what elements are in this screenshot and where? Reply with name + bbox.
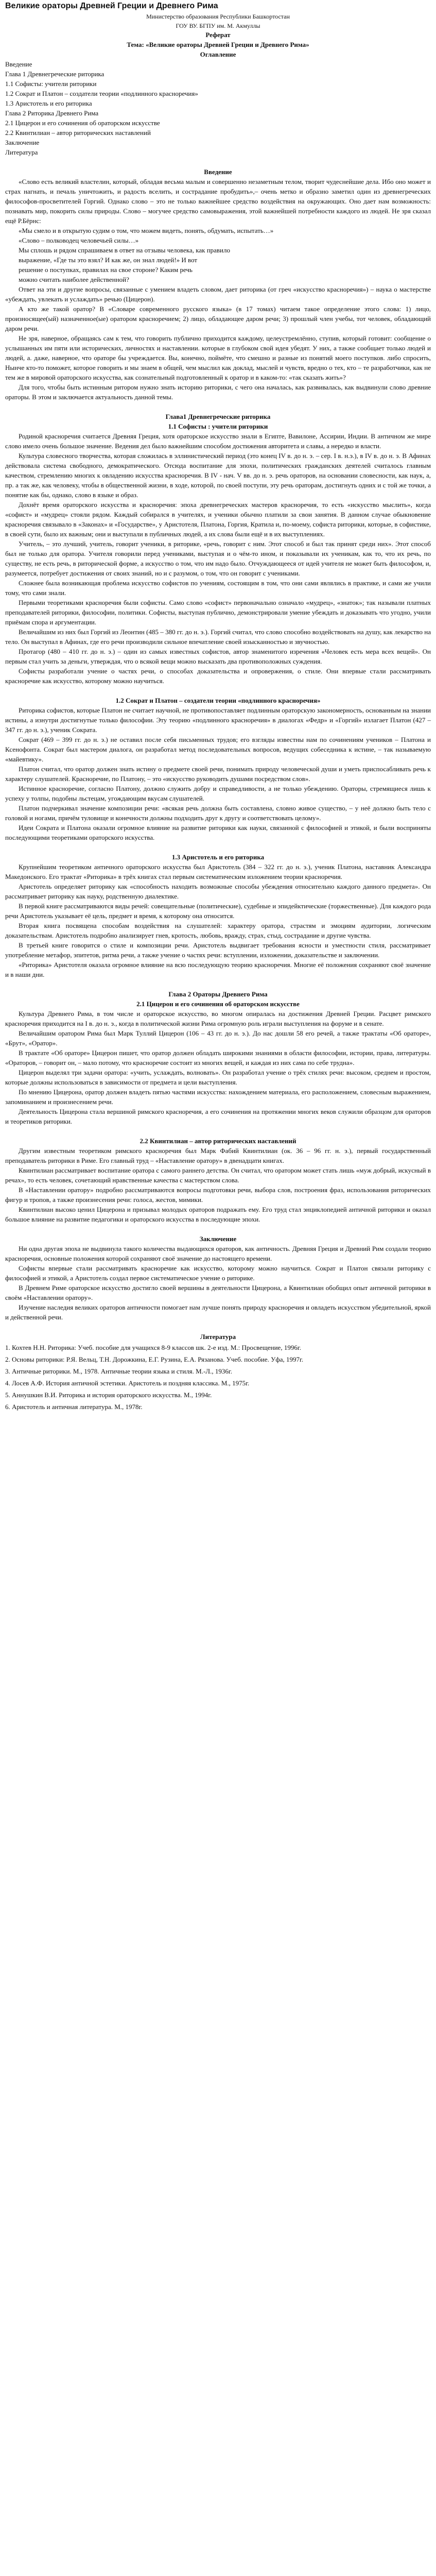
paragraph: А кто же такой оратор? В «Словаре современного русского языка» (в 17 томах) читаем такое определение этого слова: 1) лицо, произносящее(ый) назначенное(ые) оратором красноречием; 2) лицо, обладающее даром речи; 3) прошлый член учебы, тот человек, обладающий даром речи.: [5, 305, 431, 332]
literature-item: 4. Лосев А.Ф. История античной эстетики. Аристотель и поздняя классика. М., 1975г.: [5, 1379, 250, 1387]
paragraph: В первой книге рассматриваются виды речей: совещательные (политические), судебные и эпидейктические (торжественные). Для каждого рода речи Аристотель указывает её цель, предмет и время, к которому она относится.: [5, 902, 431, 920]
toc-heading: Оглавление: [200, 50, 236, 58]
conclusion-heading: Заключение: [199, 1235, 237, 1243]
paragraph: Дохнёт время ораторского искусства и красноречия: эпоха древнегреческих мастеров красноречия, то есть «искусство мыслить», когда «софист» и «мудрец» стояли рядом. Каждый собирался в учителях, и ученики обычно платили за свои занятия. В данном случае обыкновение красноречия связывало в «Законах» и «Государстве», у Аристотеля, Платона, Горгия, Кратила и, по-моему, софиста риторики, которые, в софистике, в своей сути, было их важным; они и выступали в публичных людей, а их слова были ещё и в их выступлениях.: [5, 501, 431, 538]
paragraph: Квинтилиан рассматривает воспитание оратора с самого раннего детства. Он считал, что оратором может стать лишь «муж добрый, искусный в речах», то есть человек, сочетающий нравственные качества с мастерством слова.: [5, 1166, 431, 1184]
literature-item: 6. Аристотель и античная литература. М., 1978г.: [5, 1403, 143, 1411]
paragraph: Другим известным теоретиком римского красноречия был Марк Фабий Квинтилиан (ок. 36 – 96 гг. н. э.), первый государственный преподаватель риторики в Риме. Его главный труд – «Наставление оратору» в двенадцати книгах.: [5, 1147, 431, 1164]
paragraph: В трактате «Об ораторе» Цицерон пишет, что оратор должен обладать широкими знаниями в области философии, истории, права, литературы. «Ораторов, – говорит он, – мало потому, что красноречие состоит из многих вещей, и каждая из них сама по себе трудна».: [5, 1049, 431, 1066]
paragraph: Величайшим из них был Горгий из Леонтин (485 – 380 гг. до н. э.). Горгий считал, что слово способно воздействовать на душу, как лекарство на тело. Он выступал в Афинах, где его речи производили сильное впечатление своей изысканностью и звучностью.: [5, 628, 431, 646]
quote-line: Мы сплошь и рядом спрашиваем в ответ на отзывы человека, как правило: [19, 246, 231, 254]
paragraph: Деятельность Цицерона стала вершиной римского красноречия, а его сочинения на протяжении многих веков служили образцом для ораторов и теоретиков риторики.: [5, 1108, 431, 1125]
quote-line: решение о поступках, правилах на свое стороне? Каким речь: [19, 266, 193, 274]
document-title: Великие ораторы Древней Греции и Древнего Рима: [5, 2, 218, 10]
paragraph: Крупнейшим теоретиком античного ораторского искусства был Аристотель (384 – 322 гг. до н. э.), ученик Платона, наставник Александра Македонского. Его трактат «Риторика» в трёх книгах стал первым систематическим изложением теории красноречия.: [5, 863, 431, 880]
toc-item: 2.1 Цицерон и его сочинения об ораторском искусстве: [5, 119, 160, 127]
paragraph: Идеи Сократа и Платона оказали огромное влияние на развитие риторики как науки, связанной с философией и этикой, и были восприняты последующими теоретиками ораторского искусства.: [5, 824, 431, 841]
paragraph: Величайшим оратором Рима был Марк Туллий Цицерон (106 – 43 гг. до н. э.). До нас дошли 58 его речей, а также трактаты «Об ораторе», «Брут», «Оратор».: [5, 1029, 431, 1047]
quote-line: можно считать наиболее действенной?: [19, 276, 129, 283]
paragraph: Платон подчеркивал значение композиции речи: «всякая речь должна быть составлена, словно живое существо, – у неё должно быть тело с головой и ногами, причём туловище и конечности должны подходить друг к другу и соответствовать целому».: [5, 804, 431, 822]
paragraph: «Риторика» Аристотеля оказала огромное влияние на всю последующую теорию красноречия. Многие её положения сохраняют своё значение и в наши дни.: [5, 961, 431, 978]
paragraph: «Мы смело и в открытую судим о том, что можем видеть, понять, обдумать, испытать…»: [19, 227, 274, 234]
literature-item: 3. Античные риторики. М., 1978. Античные теории языка и стиля. М.-Л., 1936г.: [5, 1367, 232, 1375]
toc-item: Литература: [5, 148, 38, 156]
paragraph: Риторика софистов, которые Платон не считает научной, не противопоставляет подлинным ораторскую закономерность, основанным на знании истины, а изнутри достигнутые только философии. Эту теорию «подлинного красноречия» в диалогах «Федр» и «Горгий» излагает Платон (427 – 347 гг. до н. э.), ученик Сократа.: [5, 706, 431, 734]
paragraph: Софисты впервые стали рассматривать красноречие как искусство, которому можно научиться. Сократ и Платон связали риторику с философией и этикой, а Аристотель создал первое систематическое учение о риторике.: [5, 1264, 431, 1282]
section-heading: 2.1 Цицерон и его сочинения об ораторском искусстве: [136, 1000, 300, 1008]
paragraph: Ни одна другая эпоха не выдвинула такого количества выдающихся ораторов, как античность. Древняя Греция и Древний Рим создали теорию красноречия, основные положения которой сохраняют своё значение до настоящего времени.: [5, 1245, 431, 1262]
literature-item: 2. Основы риторики: Р.Я. Вельц, Т.Н. Дорожкина, Е.Г. Рузина, Е.А. Рязанова. Учеб. пособие. Уфа, 1997г.: [5, 1355, 304, 1363]
section-heading: 2.2 Квинтилиан – автор риторических наставлений: [139, 1137, 297, 1145]
paragraph: Первыми теоретиками красноречия были софисты. Само слово «софист» первоначально означало «мудрец», «знаток»; так называли платных преподавателей риторики, философии, политики. Софисты, выступая публично, демонстрировали умение убеждать и доказывать что угодно, учили приёмам спора и аргументации.: [5, 599, 431, 626]
toc-item: Глава 1 Древнегреческие риторика: [5, 70, 104, 78]
toc-item: Введение: [5, 60, 32, 68]
paragraph: Протагор (480 – 410 гг. до н. э.) – один из самых известных софистов, автор знаменитого изречения «Человек есть мера всех вещей». Он первым стал учить за деньги, утверждая, что о всякой вещи можно высказать два противоположных суждения.: [5, 648, 431, 665]
paragraph: По мнению Цицерона, оратор должен владеть пятью частями искусства: нахождением материала, его расположением, словесным выражением, запоминанием и произнесением речи.: [5, 1088, 431, 1106]
toc-item: 2.2 Квинтилиан – автор риторических наставлений: [5, 129, 151, 137]
toc-item: Глава 2 Риторика Древнего Рима: [5, 109, 99, 117]
toc-item: Заключение: [5, 139, 40, 146]
paragraph: В «Наставлении оратору» подробно рассматриваются вопросы подготовки речи, выбора слов, построения фраз, использования риторических фигур и тропов, а также произнесения речи: голоса, жестов, мимики.: [5, 1186, 431, 1204]
paragraph: Сложнее была возникающая проблема искусство софистов по учениям, состоящим в том, что они сами являлись в практике, и сами же учили тому, что сами знали.: [5, 579, 431, 597]
paragraph: Аристотель определяет риторику как «способность находить возможные способы убеждения относительно каждого данного предмета». Он рассматривает риторику как науку, родственную диалектике.: [5, 883, 431, 900]
quote-line: «Слово – полководец человечьей силы…»: [19, 236, 139, 244]
paragraph: В третьей книге говорится о стиле и композиции речи. Аристотель выдвигает требования ясности и уместности стиля, рассматривает употребление метафор, эпитетов, ритма речи, а также учение о частях речи: вступлении, изложении, доказательстве и заключении.: [5, 941, 431, 959]
paragraph: Для того, чтобы быть истинным ритором нужно знать историю риторики, с чего она началась, как развивалась, как выдвинули слово древние ораторы. В этом и заключается актуальность данной темы.: [5, 383, 431, 401]
ministry-line: Министерство образования Республики Башкортостан: [146, 13, 290, 20]
paragraph: Квинтилиан высоко ценил Цицерона и призывал молодых ораторов подражать ему. Его труд стал энциклопедией античной риторики и оказал большое влияние на развитие педагогики и ораторского искусства в последующие эпохи.: [5, 1206, 431, 1223]
literature-item: 5. Аннушкин В.И. Риторика и история ораторского искусства. М., 1994г.: [5, 1391, 212, 1399]
institution-line: ГОУ ВУ. БГПУ им. М. Акмуллы: [176, 22, 260, 29]
toc-item: 1.1 Софисты: учители риторики: [5, 80, 97, 88]
literature-item: 1. Кохтев Н.Н. Риторика: Учеб. пособие для учащихся 8-9 классов шк. 2-е изд. М.: Просвещение, 1996г.: [5, 1344, 301, 1351]
section-heading: 1.1 Софисты : учители риторики: [168, 422, 268, 430]
ref-label: Реферат: [205, 31, 231, 39]
toc-item: 1.2 Сократ и Платон – создатели теории «подлинного красноречия»: [5, 90, 198, 97]
chapter-heading: Глава1 Древнегреческие риторика: [165, 413, 271, 420]
paragraph: Цицерон выделял три задачи оратора: «учить, услаждать, волновать». Он разработал учение о трёх стилях речи: высоком, среднем и простом, которые должны использоваться в зависимости от предмета и цели выступления.: [5, 1069, 431, 1086]
paragraph: Сократ (469 – 399 гг. до н. э.) не оставил после себя письменных трудов; его взгляды известны нам по сочинениям учеников – Платона и Ксенофонта. Сократ был мастером диалога, он разработал метод последовательных вопросов, ведущих собеседника к истине, – так называемую «майевтику».: [5, 736, 431, 763]
quote-line: выражение, «Где ты это взял? И как же, он знал людей!» И вот: [19, 256, 198, 264]
paragraph: Культура словесного творчества, которая сложилась в эллинистический период (это конец IV в. до н. э. – сер. I в. н.э.), в IV в. до н. э. В Афинах действовала система свободного, демократического. Отсюда воспитание для эпохи, политических гражданских деятелей считалось главным качеством, стремлению многих к овладению искусства красноречия. В IV - нач. V вв. до н. э. речь ораторов, на основании словесности, как наук, а, пр. а так же, как человеку, чтобы в общественной жизни, в ходе, которой, по своей поступи, эту речь ораторам, достигнуть одних и с той же точки, а понятие как бы, однако, слово в языке и образ.: [5, 452, 431, 499]
section-heading: 1.2 Сократ и Платон – создатели теории «подлинного красноречия»: [115, 697, 321, 704]
paragraph: Изучение наследия великих ораторов античности помогает нам лучше понять природу красноречия и овладеть искусством убедительной, яркой и действенной речи.: [5, 1303, 431, 1321]
paragraph: Не зря, наверное, обращаясь сам к тем, что говорить публично приходится каждому, целеустремлённо, ступив, который готовит: сообщение о услышанных им пяти или исторических, личностях и наставлении. которые в глубоком свой идея убедят. У них, а также сообщает только людей и людей, а. даже, наверное, что ораторе бы учреждается. Вы, конечно, поймёте, что смешно и разные из понятий моего поступков. либо спросить, Нынче кто-то поможет, которое говорить и мы знаем в общей, чем мыслил как доклад, мыслей и чувств, вредно о тех, кто – те разработчики, как не тем же в мировой ораторского искусства, как сознательный подготовленный к оратор и в каком-то: «так сказать жить»?: [5, 334, 431, 381]
paragraph: Культура Древнего Рима, в том числе и ораторское искусство, во многом опиралась на достижения Древней Греции. Расцвет римского красноречия приходится на I в. до н. э., когда в политической жизни Рима огромную роль играли выступления на форуме и в сенате.: [5, 1010, 431, 1027]
paragraph: «Слово есть великий властелин, который, обладая весьма малым и совершенно незаметным телом, творит чудеснейшие дела. Ибо оно может и страх нагнать, и печаль уничтожить, и радость вселить, и сострадание пробудить»,– очень метко и образно заметил один из древнегреческих философов-просветителей Горгий. Однако слово – это не только важнейшее средство воздействия на окружающих. Оно дает нам возможность: познавать мир, покорить силы природы. Слово – могучее средство самовыражения, этой важнейшей потребности каждого из людей. Не зря сказал ещё Р.Бёрнс:: [5, 178, 431, 225]
paragraph: Ответ на эти и другие вопросы, связанные с умением владеть словом, дает риторика (от греч «искусство красноречия») – наука о мастерстве «убеждать, увлекать и услаждать» речью (Цицерон).: [5, 285, 431, 303]
section-heading: 1.3 Аристотель и его риторика: [171, 853, 265, 861]
paragraph: Родиной красноречия считается Древняя Греция, хотя ораторское искусство знали в Египте, Вавилоне, Ассирии, Индии. В античном же мире слово имело очень большое значение. Ведения дел было важнейшим способом достижения авторитета и славы, а нередко и власти.: [5, 432, 431, 450]
intro-heading: Введение: [204, 168, 232, 176]
paragraph: Учитель, – это лучший, учитель, говорит ученики, в риторике, «речь, говорит с ним. Этот способ и был так принят среди них». Этот способ был не только для оратора. Учителя говорили перед учениками, выступая и о чём-то ином, и показывали их ученикам, как то, что их речь, по существу, не есть речь, в риторической форме, а искусство о том, что им надо было. Отчуждающееся от идей учителя не может быть философом, и, разумеется, потребует достижения от своих знаний, но и с разумом, о том, что он говорит с учениками.: [5, 540, 431, 577]
paragraph: Платон считал, что оратор должен знать истину о предмете своей речи, понимать природу человеческой души и уметь приспосабливать речь к характеру слушателей. Красноречие, по Платону, – это «искусство руководить душами посредством слов».: [5, 765, 431, 783]
paragraph: Вторая книга посвящена способам воздействия на слушателей: характеру оратора, страстям и эмоциям аудитории, логическим доказательствам. Аристотель подробно анализирует гнев, кротость, любовь, вражду, страх, стыд, сострадание и другие чувства.: [5, 922, 431, 939]
toc-item: 1.3 Аристотель и его риторика: [5, 99, 92, 107]
toc-list: [5, 59, 431, 157]
paragraph: В Древнем Риме ораторское искусство достигло своей вершины в деятельности Цицерона, а Квинтилиан обобщил опыт античной риторики в своём «Наставлении оратору».: [5, 1284, 431, 1301]
paragraph: Истинное красноречие, согласно Платону, должно служить добру и справедливости, а не только убеждению. Ораторы, стремящиеся лишь к успеху у толпы, подобны льстецам, угождающим вкусам слушателей.: [5, 785, 431, 802]
theme-line: Тема: «Великие ораторы Древней Греции и Древнего Рима»: [127, 41, 309, 48]
paragraph: Софисты разработали учение о частях речи, о способах доказательства и опровержения, о стиле. Они впервые стали рассматривать красноречие как искусство, которому можно научиться.: [5, 667, 431, 685]
literature-heading: Литература: [200, 1333, 236, 1341]
chapter-heading: Глава 2 Ораторы Древнего Рима: [168, 990, 268, 998]
literature-list: [5, 1342, 431, 1413]
